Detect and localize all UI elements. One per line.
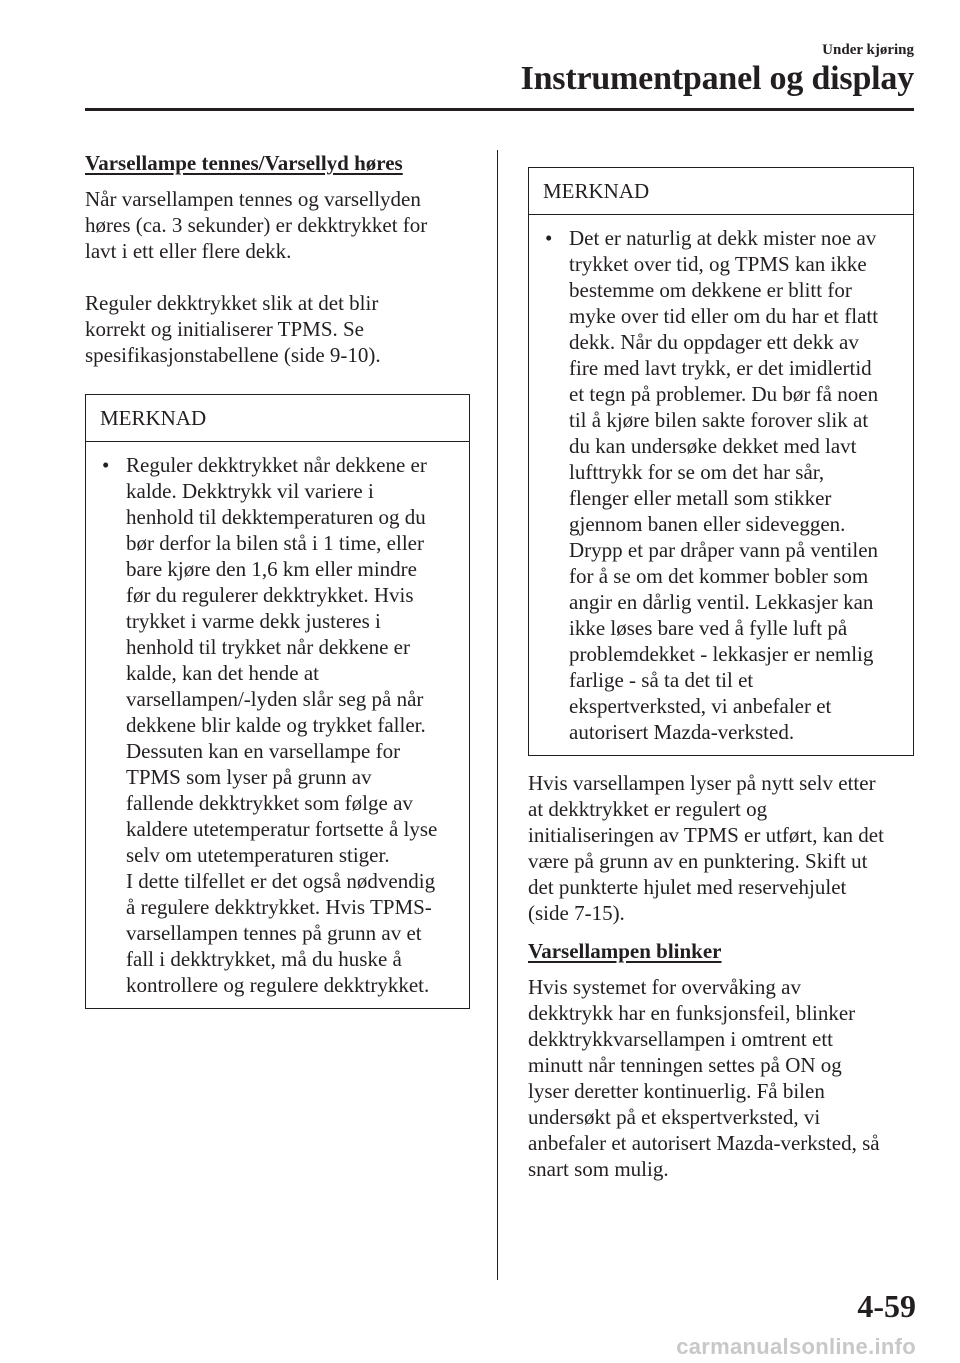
note-title: MERKNAD <box>86 395 469 442</box>
note-body <box>529 215 913 755</box>
text-line: høres (ca. 3 sekunder) er dekktrykket for <box>85 213 428 237</box>
text-line: et tegn på problemer. Du bør få noen <box>569 382 879 406</box>
text-line: korrekt og initialiserer TPMS. Se <box>85 317 364 341</box>
paragraph-relit-warning <box>528 770 914 926</box>
text-line: dekk. Når du oppdager ett dekk av <box>569 330 859 354</box>
text-line: det punkterte hjulet med reservehjulet <box>528 875 847 899</box>
text-line: I dette tilfellet er det også nødvendig <box>126 869 436 893</box>
text-line: henhold til dekktemperaturen og du <box>126 505 426 529</box>
text-line: snart som mulig. <box>528 1157 669 1181</box>
text-line: kalde, kan det hende at <box>126 661 319 685</box>
text-line: bare kjøre den 1,6 km eller mindre <box>126 557 417 581</box>
text-line: Reguler dekktrykket når dekkene er <box>126 453 427 477</box>
text-line: Hvis varsellampen lyser på nytt selv etter <box>528 771 876 795</box>
text-line: være på grunn av en punktering. Skift ut <box>528 849 868 873</box>
subheading-warning-on: Varsellampe tennes/Varsellyd høres <box>85 151 403 175</box>
text-line: lavt i ett eller flere dekk. <box>85 239 292 263</box>
subheading-warning-blinks: Varsellampen blinker <box>528 939 722 963</box>
right-column <box>528 167 914 1182</box>
paragraph-adjust-pressure <box>85 290 470 368</box>
text-line: autorisert Mazda-verksted. <box>569 720 795 744</box>
header-rule <box>85 108 914 111</box>
text-line: bestemme om dekkene er blitt for <box>569 278 852 302</box>
text-line: selv om utetemperaturen stiger. <box>126 843 390 867</box>
note-item <box>102 452 459 998</box>
text-line: myke over tid eller om du har et flatt <box>569 304 879 328</box>
text-line: (side 7-15). <box>528 901 625 925</box>
text-line: for å se om det kommer bobler som <box>569 564 869 588</box>
note-title: MERKNAD <box>529 168 913 215</box>
text-line: Hvis systemet for overvåking av <box>528 975 801 999</box>
note-text <box>569 225 878 745</box>
text-line: å regulere dekktrykket. Hvis TPMS- <box>126 895 432 919</box>
text-line: fall i dekktrykket, må du huske å <box>126 947 402 971</box>
column-divider <box>497 150 498 1280</box>
text-line: kalde. Dekktrykk vil variere i <box>126 479 374 503</box>
text-line: kontrollere og regulere dekktrykket. <box>126 973 430 997</box>
text-line: initialiseringen av TPMS er utført, kan det <box>528 823 884 847</box>
watermark: carmanualsonline.info <box>676 1334 916 1359</box>
page-title: Instrumentpanel og display <box>520 60 914 97</box>
text-line: angir en dårlig ventil. Lekkasjer kan <box>569 590 874 614</box>
bullet-icon: • <box>102 453 110 477</box>
note-body <box>86 442 469 1008</box>
bullet-icon: • <box>545 226 553 250</box>
text-line: trykket i varme dekk justeres i <box>126 609 381 633</box>
section-label: Under kjøring <box>822 42 914 58</box>
text-line: fallende dekktrykket som følge av <box>126 791 413 815</box>
text-line: gjennom banen eller sideveggen. <box>569 512 846 536</box>
left-column <box>85 150 470 1009</box>
text-line: Når varsellampen tennes og varsellyden <box>85 187 421 211</box>
text-line: undersøkt på et ekspertverksted, vi <box>528 1105 821 1129</box>
text-line: henhold til trykket når dekkene er <box>126 635 410 659</box>
text-line: trykket over tid, og TPMS kan ikke <box>569 252 867 276</box>
text-line: kaldere utetemperatur fortsette å lyse <box>126 817 438 841</box>
text-line: dekktrykk har en funksjonsfeil, blinker <box>528 1001 856 1025</box>
text-line: TPMS som lyser på grunn av <box>126 765 372 789</box>
text-line: Drypp et par dråper vann på ventilen <box>569 538 879 562</box>
paragraph-warning-on <box>85 186 470 264</box>
text-line: før du regulerer dekktrykket. Hvis <box>126 583 414 607</box>
text-line: varsellampen/-lyden slår seg på når <box>126 687 424 711</box>
paragraph-blinking <box>528 974 914 1182</box>
text-line: farlige - så ta det til et <box>569 668 754 692</box>
note-item <box>545 225 903 745</box>
text-line: dekktrykkvarsellampen i omtrent ett <box>528 1027 833 1051</box>
text-line: du kan undersøke dekket med lavt <box>569 434 857 458</box>
note-text <box>126 452 437 998</box>
text-line: ekspertverksted, vi anbefaler et <box>569 694 832 718</box>
text-line: minutt når tenningen settes på ON og <box>528 1053 842 1077</box>
text-line: lufttrykk for se om det har sår, <box>569 460 825 484</box>
text-line: fire med lavt trykk, er det imidlertid <box>569 356 872 380</box>
text-line: bør derfor la bilen stå i 1 time, eller <box>126 531 424 555</box>
text-line: lyser deretter kontinuerlig. Få bilen <box>528 1079 825 1103</box>
text-line: anbefaler et autorisert Mazda-verksted, så <box>528 1131 880 1155</box>
text-line: Dessuten kan en varsellampe for <box>126 739 401 763</box>
text-line: Reguler dekktrykket slik at det blir <box>85 291 379 315</box>
note-box <box>528 167 914 756</box>
text-line: dekkene blir kalde og trykket faller. <box>126 713 426 737</box>
text-line: varsellampen tennes på grunn av et <box>126 921 422 945</box>
note-box <box>85 394 470 1009</box>
text-line: Det er naturlig at dekk mister noe av <box>569 226 877 250</box>
text-line: ikke løses bare ved å fylle luft på <box>569 616 848 640</box>
text-line: spesifikasjonstabellene (side 9-10). <box>85 343 381 367</box>
text-line: til å kjøre bilen sakte forover slik at <box>569 408 869 432</box>
text-line: problemdekket - lekkasjer er nemlig <box>569 642 874 666</box>
page-number: 4-59 <box>857 1288 916 1324</box>
text-line: flenger eller metall som stikker <box>569 486 832 510</box>
text-line: at dekktrykket er regulert og <box>528 797 768 821</box>
